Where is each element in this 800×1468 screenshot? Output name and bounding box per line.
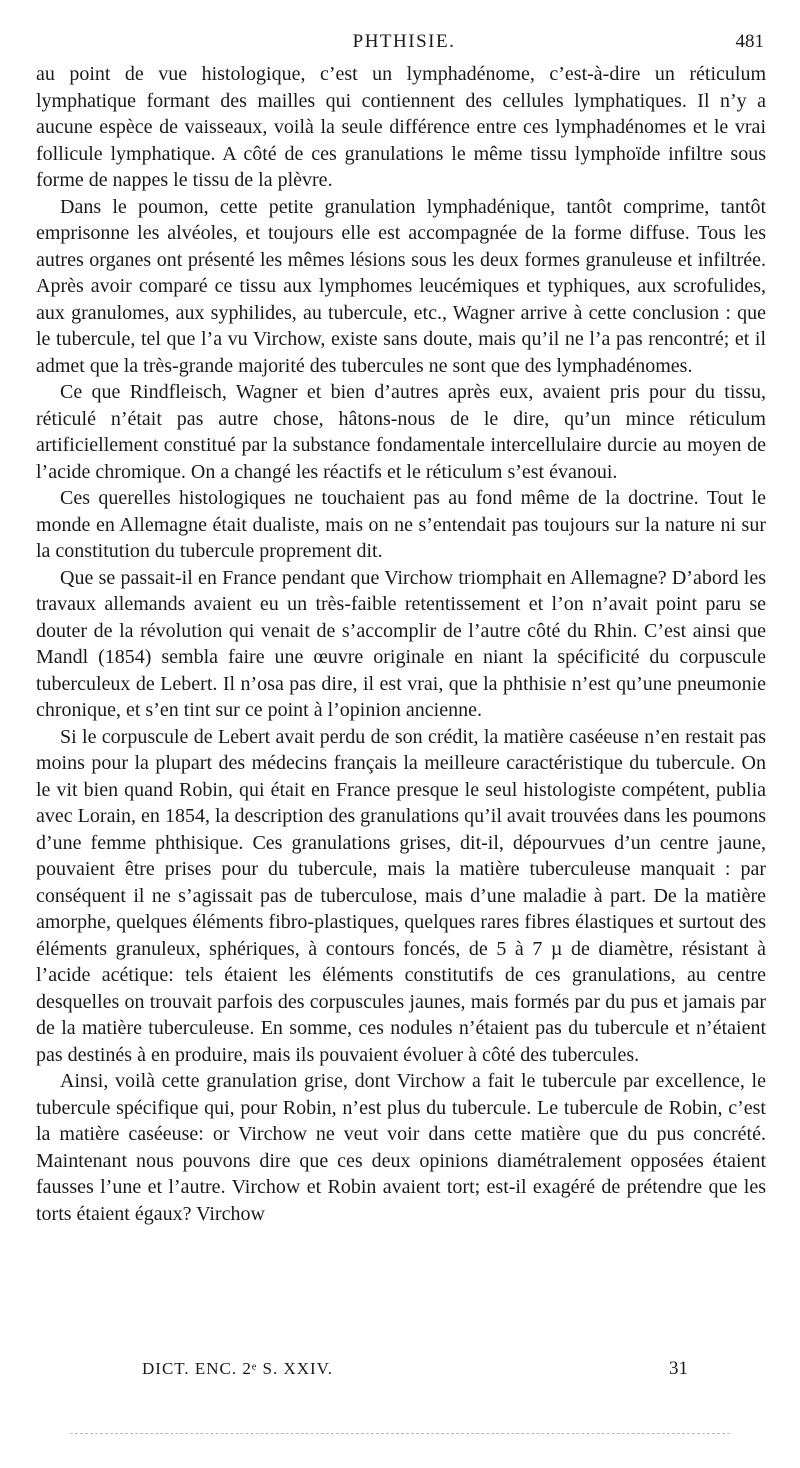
printer-signature: DICT. ENC. 2ᵉ S. XXIV. [142,1359,334,1378]
signature-number: 31 [669,1358,688,1379]
running-head [36,26,772,58]
footer [36,1354,772,1384]
paragraph: Dans le poumon, cette petite granulation lymphadénique, tantôt comprime, tantôt emprisonne les alvéoles, et toujours elle est accompagnée de la forme diffuse. Tous les autres organes ont présenté les mêmes lésions sous les deux formes granuleuse et infiltrée. Après avoir comparé ce tissu aux lymphomes leucémiques et typhiques, aux scrofulides, aux granulomes, aux syphilides, au tubercule, etc., Wagner arrive à cette conclusion : que le tubercule, tel que l’a vu Virchow, existe sans doute, mais qu’il ne l’a pas rencontré; et il admet que la très-grande majorité des tubercules ne sont que des lymphadénomes. [36,195,766,377]
body-text [36,61,766,1227]
paragraph: Ces querelles histologiques ne touchaient pas au fond même de la doctrine. Tout le monde en Allemagne était dualiste, mais on ne s’entendait pas toujours sur la nature ni sur la constitution du tubercule proprement dit. [36,487,766,562]
paragraph: Ainsi, voilà cette granulation grise, dont Virchow a fait le tubercule par excellence, le tubercule spécifique qui, pour Robin, n’est plus du tubercule. Le tubercule de Robin, c’est la matière caséeuse: or Virchow ne veut voir dans cette matière que du pus concrété. Maintenant nous pouvons dire que ces deux opinions diamétralement opposées étaient fausses l’une et l’autre. Virchow et Robin avaient tort; est-il exagéré de prétendre que les torts étaient égaux? Virchow [36,1070,766,1225]
paragraph: Que se passait-il en France pendant que Virchow triomphait en Allemagne? D’abord les travaux allemands avaient eu un très-faible retentissement et l’on n’avait point paru se douter de la révolution qui venait de s’accomplir de l’autre côté du Rhin. C’est ainsi que Mandl (1854) sembla faire une œuvre originale en niant la spécificité du corpuscule tuberculeux de Lebert. Il n’osa pas dire, il est vrai, que la phthisie n’est qu’une pneumonie chronique, et s’en tint sur ce point à l’opinion ancienne. [36,566,766,721]
scan-artifact-line [70,1433,730,1434]
running-title: PHTHISIE. [352,31,456,52]
paragraph: Si le corpuscule de Lebert avait perdu de son crédit, la matière caséeuse n’en restait pas moins pour la plupart des médecins français la meilleure caractéristique du tubercule. On le vit bien quand Robin, qui était en France presque le seul histologiste compétent, publia avec Lorain, en 1854, la description des granulations qu’il avait trouvées dans les poumons d’une femme phthisique. Ces granulations grises, dit-il, dépourvues d’un centre jaune, pouvaient être prises pour du tubercule, mais la matière tuberculeuse manquait : par conséquent il ne s’agissait pas de tuberculose, mais d’une maladie à part. De la matière amorphe, quelques éléments fibro-plastiques, quelques rares fibres élastiques et surtout des éléments granuleux, sphériques, à contours foncés, de 5 à 7 µ de diamètre, résistant à l’acide acétique: tels étaient les éléments constitutifs de ces granulations, au centre desquelles on trouvait parfois des corpuscules jaunes, mais formés par du pus et jamais par de la matière tuberculeuse. En somme, ces nodules n’étaient pas du tubercule et n’étaient pas destinés à en produire, mais ils pouvaient évoluer à côté des tubercules. [36,725,766,1066]
paragraph: Ce que Rindfleisch, Wagner et bien d’autres après eux, avaient pris pour du tissu, réticulé n’était pas autre chose, hâtons-nous de le dire, qu’un mince réticulum artificiellement constitué par la substance fondamentale intercellulaire durcie au moyen de l’acide chromique. On a changé les réactifs et le réticulum s’est évanoui. [36,381,766,483]
paragraph: au point de vue histologique, c’est un lymphadénome, c’est-à-dire un réticulum lymphatique formant des mailles qui contiennent des cellules lymphatiques. Il n’y a aucune espèce de vaisseaux, voilà la seule différence entre ces lymphadénomes et le vrai follicule lymphatique. A côté de ces granulations le même tissu lymphoïde infiltre sous forme de nappes le tissu de la plèvre. [36,63,766,191]
page-number: 481 [735,31,764,52]
